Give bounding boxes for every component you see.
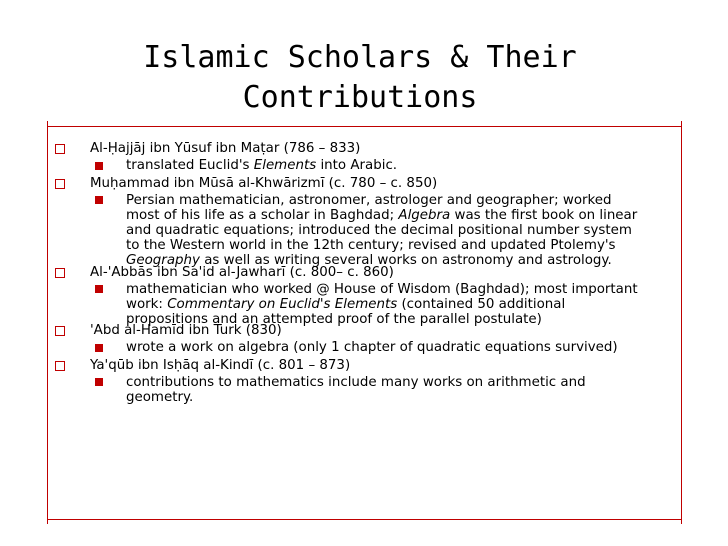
hollow-square-bullet-icon	[55, 361, 65, 371]
hollow-square-bullet-icon	[55, 326, 65, 336]
text-segment: as well as writing several works on astronomy and astrology.	[199, 253, 612, 268]
text-segment: was the first book on linear	[450, 208, 638, 223]
filled-square-bullet-icon	[95, 162, 103, 170]
text-line: contributions to mathematics include many works on arithmetic and	[126, 375, 586, 390]
filled-square-bullet-icon	[95, 196, 103, 204]
scholar-contribution: wrote a work on algebra (only 1 chapter of quadratic equations survived)	[126, 340, 618, 355]
italic-title: Geography	[126, 253, 200, 268]
text-line	[126, 208, 676, 223]
scholar-contribution	[126, 282, 676, 327]
frame-bottom-rule	[47, 519, 682, 520]
text-line: to the Western world in the 12th century; revised and updated Ptolemy's	[126, 238, 616, 253]
italic-title: Algebra	[398, 208, 451, 223]
text-segment: translated Euclid's	[126, 158, 254, 173]
slide-title	[120, 38, 600, 118]
scholar-heading: Al-Ḥajjāj ibn Yūsuf ibn Maṭar (786 – 833)	[90, 141, 361, 156]
text-segment: work:	[126, 297, 168, 312]
scholar-contribution	[126, 193, 676, 268]
hollow-square-bullet-icon	[55, 179, 65, 189]
scholar-heading: 'Abd al-Hamīd ibn Turk (830)	[90, 323, 282, 338]
hollow-square-bullet-icon	[55, 268, 65, 278]
text-segment: most of his life as a scholar in Baghdad;	[126, 208, 399, 223]
hollow-square-bullet-icon	[55, 144, 65, 154]
slide-title-line1: Islamic Scholars & Their	[143, 40, 577, 75]
frame-left-rule	[47, 121, 48, 524]
text-line: mathematician who worked @ House of Wisdom (Baghdad); most important	[126, 282, 638, 297]
slide-title-line2: Contributions	[242, 80, 478, 115]
text-segment: (contained 50 additional	[397, 297, 566, 312]
text-line: and quadratic equations; introduced the decimal positional number system	[126, 223, 632, 238]
italic-title: Commentary on Euclid's Elements	[167, 297, 398, 312]
text-line: Persian mathematician, astronomer, astrologer and geographer; worked	[126, 193, 612, 208]
text-line: propositions and an attempted proof of the parallel postulate)	[126, 312, 542, 327]
filled-square-bullet-icon	[95, 378, 103, 386]
text-line	[126, 297, 676, 312]
filled-square-bullet-icon	[95, 344, 103, 352]
scholar-heading: Al-'Abbās ibn Sa'id al-Jawharī (c. 800– c. 860)	[90, 265, 394, 280]
frame-right-rule	[681, 121, 682, 524]
scholar-contribution	[126, 158, 676, 173]
text-segment: into Arabic.	[316, 158, 398, 173]
filled-square-bullet-icon	[95, 285, 103, 293]
text-line: geometry.	[126, 390, 194, 405]
scholar-heading: Ya'qūb ibn Isḥāq al-Kindī (c. 801 – 873)	[90, 358, 351, 373]
scholar-heading: Muḥammad ibn Mūsā al-Khwārizmī (c. 780 – c. 850)	[90, 176, 438, 191]
italic-title: Elements	[253, 158, 317, 173]
frame-top-rule	[47, 126, 682, 127]
scholar-contribution	[126, 375, 676, 405]
